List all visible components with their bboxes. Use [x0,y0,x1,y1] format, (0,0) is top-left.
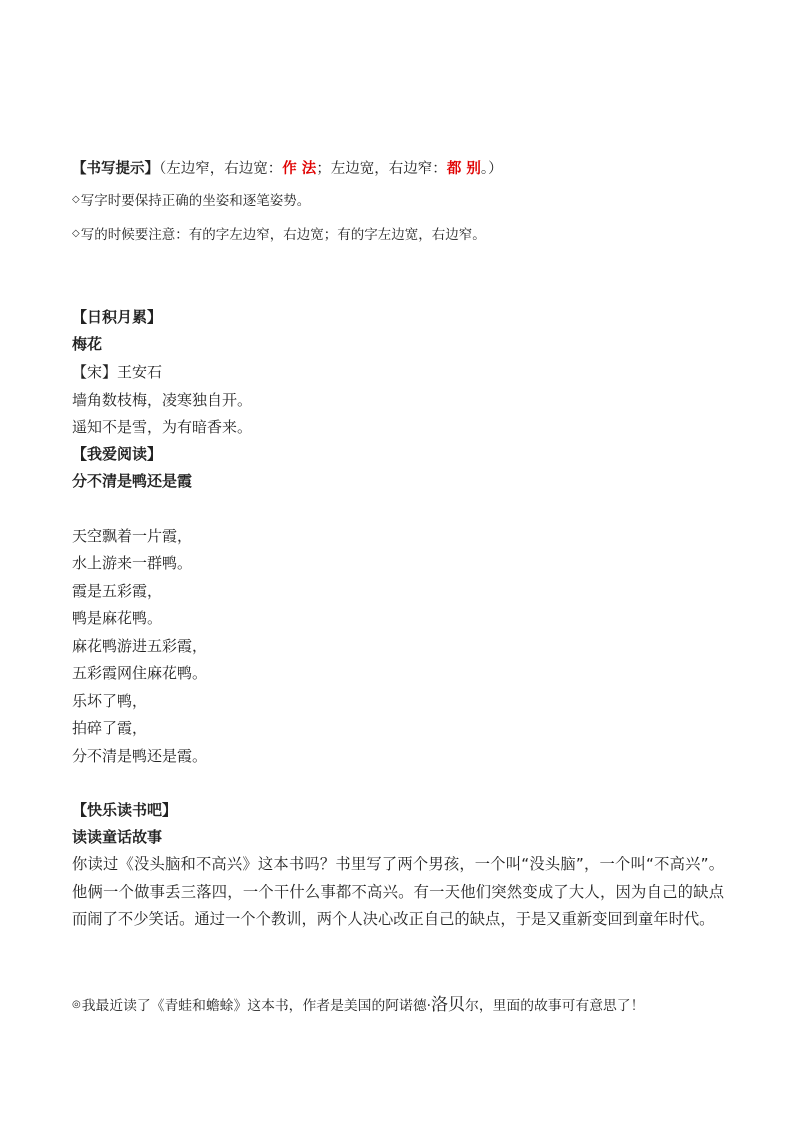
reading-note-author-name: 洛贝 [431,995,466,1015]
writing-tip-bullet-2 [72,224,486,245]
writing-tip-bullet-1-text: 写字时要保持正确的坐姿和逐笔姿势。 [80,193,311,209]
diamond-bullet-icon: ◇ [72,194,80,205]
writing-tip-middle: ；左边宽，右边窄： [316,161,447,177]
reading-note-suffix: 尔，里面的故事可有意思了！ [465,998,645,1014]
reading-note-prefix: 我最近读了《青蛙和蟾蜍》这本书，作者是美国的阿诺德· [81,998,432,1014]
reading-line: 分不清是鸭还是霞。 [72,747,208,765]
daily-heading: 【日积月累】 [72,308,163,326]
reading-line: 天空飘着一片霞， [72,527,193,545]
circle-bullet-icon: ◎ [72,999,81,1010]
poem-line: 遥知不是雪，为有暗香来。 [72,418,253,436]
writing-tip [72,158,503,180]
writing-tip-paren-close: 。） [480,161,503,177]
reading-title: 分不清是鸭还是霞 [72,472,193,490]
diamond-bullet-icon: ◇ [72,228,80,239]
writing-tip-heading: 【书写提示】 [72,161,159,177]
poem-line: 墙角数枝梅，凌寒独自开。 [72,391,253,409]
reading-heading: 【我爱阅读】 [72,445,163,463]
reading-line: 乐坏了鸭， [72,692,148,710]
books-paragraph: 你读过《没头脑和不高兴》这本书吗？书里写了两个男孩，一个叫“没头脑”，一个叫“不高兴”。他俩一个做事丢三落四，一个干什么事都不高兴。有一天他们突然变成了大人，因为自己的缺点而闹了不少笑话。通过一个个教训，两个人决心改正自己的缺点，于是又重新变回到童年时代。 [72,855,724,928]
writing-tip-bullet-2-text: 写的时候要注意：有的字左边窄，右边宽；有的字左边宽，右边窄。 [80,227,486,243]
books-heading: 【快乐读书吧】 [72,801,178,819]
poem-author: 【宋】王安石 [72,363,163,381]
reading-line: 麻花鸭游进五彩霞， [72,637,208,655]
writing-tip-example-2: 都 别 [446,161,481,177]
reading-note [72,994,644,1017]
writing-tip-example-1: 作 法 [282,161,317,177]
reading-line: 鸭是麻花鸭。 [72,609,163,627]
reading-line: 水上游来一群鸭。 [72,554,193,572]
poem-title: 梅花 [72,335,103,353]
writing-tip-paren-open: （左边窄，右边宽： [159,161,283,177]
reading-line: 拍碎了霞， [72,719,148,737]
reading-line: 霞是五彩霞， [72,582,163,600]
writing-tip-bullet-1 [72,190,310,211]
books-title: 读读童话故事 [72,828,163,846]
reading-line: 五彩霞网住麻花鸭。 [72,664,208,682]
